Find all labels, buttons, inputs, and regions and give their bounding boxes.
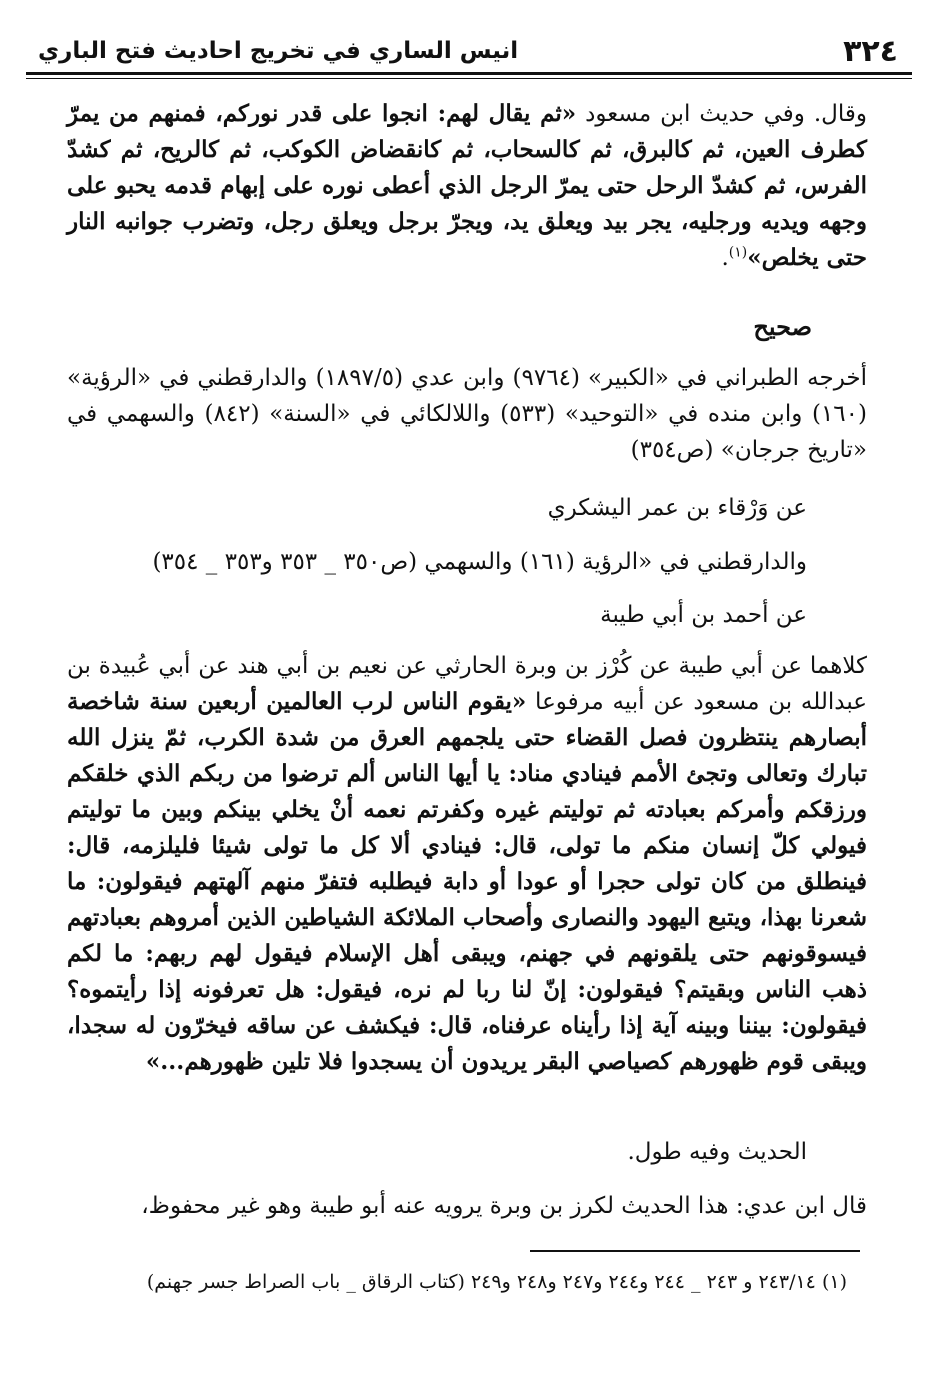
footnote-separator [530, 1250, 860, 1252]
paragraph-end: . [721, 245, 729, 271]
paragraph-hadith-long [67, 648, 867, 1080]
grade-heading: صحيح [753, 312, 812, 341]
chain-text: عن وَرْقاء بن عمر اليشكري [547, 495, 807, 521]
note-text: الحديث وفيه طول. [627, 1139, 807, 1165]
running-title: انيس الساري في تخريج احاديث فتح الباري [38, 38, 519, 64]
hadith-quote: «يقوم الناس لرب العالمين أربعين سنة شاخصة أبصارهم ينتظرون فصل القضاء حتى يلجمهم العرق من شدة الكرب، ثمّ ينزل الله تبارك وتعالى وتجئ الأمم فينادي مناد: يا أيها الناس ألم ترضوا من ربكم الذي خلقكم ورزقكم وأمركم بعبادته ثم توليتم غيره وكفرتم نعمه أنْ يخلي بينكم وبين ما توليتم فيولي كلّ إنسان منكم ما تولى، قال: فينادي ألا كل ما تولى شيئا فليلزمه، قال: فينطلق من كان تولى حجرا أو عودا أو دابة فيطلبه فتفرّ منهم آلهتهم فيقولون: ما شعرنا بهذا، ويتبع اليهود والنصارى وأصحاب الملائكة الشياطين الذين أمروهم بعبادتهم فيسوقونهم حتى يلقونهم في جهنم، ويبقى أهل الإسلام فيقول لهم ربهم: ما لكم ذهب الناس وبقيتم؟ فيقولون: إنّ لنا ربا لم نره، فيقول: هل تعرفونه إذا رأيتموه؟ فيقولون: بيننا وبينه آية إذا رأيناه عرفناه، قال: فيكشف عن ساقه فيخرّون له سجدا، ويبقى قوم ظهورهم كصياصي البقر يريدون أن يسجدوا فلا تلين ظهورهم...» [67, 688, 867, 1075]
paragraph-chain-1 [67, 490, 807, 526]
paragraph-takhrij [67, 360, 867, 468]
footnote [87, 1268, 847, 1296]
takhrij-text: أخرجه الطبراني في «الكبير» (٩٧٦٤) وابن عدي (١٨٩٧/٥) والدارقطني في «الرؤية» (١٦٠) وابن منده في «التوحيد» (٥٣٣) واللالكائي في «السنة» (٨٤٢) والسهمي في «تاريخ جرجان» (ص٣٥٤) [67, 365, 867, 463]
paragraph-chain-2 [67, 597, 807, 633]
paragraph-ibn-adi [67, 1188, 867, 1224]
hadith-quote: «ثم يقال لهم: انجوا على قدر نوركم، فمنهم من يمرّ كطرف العين، ثم كالبرق، ثم كالسحاب، ثم كانقضاض الكوكب، ثم كالريح، ثم كشدّ الفرس، ثم كشدّ الرحل حتى يمرّ الرجل الذي أعطى نوره على إبهام قدمه يحبو على وجهه ويديه ورجليه، يجر بيد ويعلق يد، ويجرّ برجل ويعلق رجل، وتضرب جوانبه النار حتى يخلص» [67, 100, 867, 271]
sources-text: والدارقطني في «الرؤية (١٦١) والسهمي (ص٣٥٠ _ ٣٥٣ و٣٥٣ _ ٣٥٤) [152, 549, 807, 575]
ibn-adi-text: قال ابن عدي: هذا الحديث لكرز بن وبرة يرويه عنه أبو طيبة وهو غير محفوظ، [141, 1193, 867, 1219]
header-rule-thin [26, 78, 912, 79]
page-header [30, 30, 910, 76]
paragraph-lead: وقال. وفي حديث ابن مسعود [576, 101, 868, 127]
paragraph-note [67, 1134, 807, 1170]
paragraph-hadith-ibn-masud [67, 96, 867, 276]
footnote-marker: (١) [821, 1271, 847, 1293]
footnote-text: ٢٤٣/١٤ و ٢٤٣ _ ٢٤٤ و٢٤٤ و٢٤٧ و٢٤٨ و٢٤٩ (كتاب الرقاق _ باب الصراط جسر جهنم) [146, 1271, 816, 1293]
header-rule-thick [26, 72, 912, 75]
paragraph-sources-2 [67, 544, 807, 580]
page-number: ٣٢٤ [843, 34, 898, 69]
footnote-reference: (١) [728, 244, 748, 261]
paragraph-lead: كلاهما عن أبي طيبة عن كُرْز بن وبرة الحارثي عن نعيم بن أبي هند عن أبي عُبيدة بن عبدالله بن مسعود عن أبيه مرفوعا [67, 653, 867, 715]
chain-text: عن أحمد بن أبي طيبة [600, 602, 807, 628]
